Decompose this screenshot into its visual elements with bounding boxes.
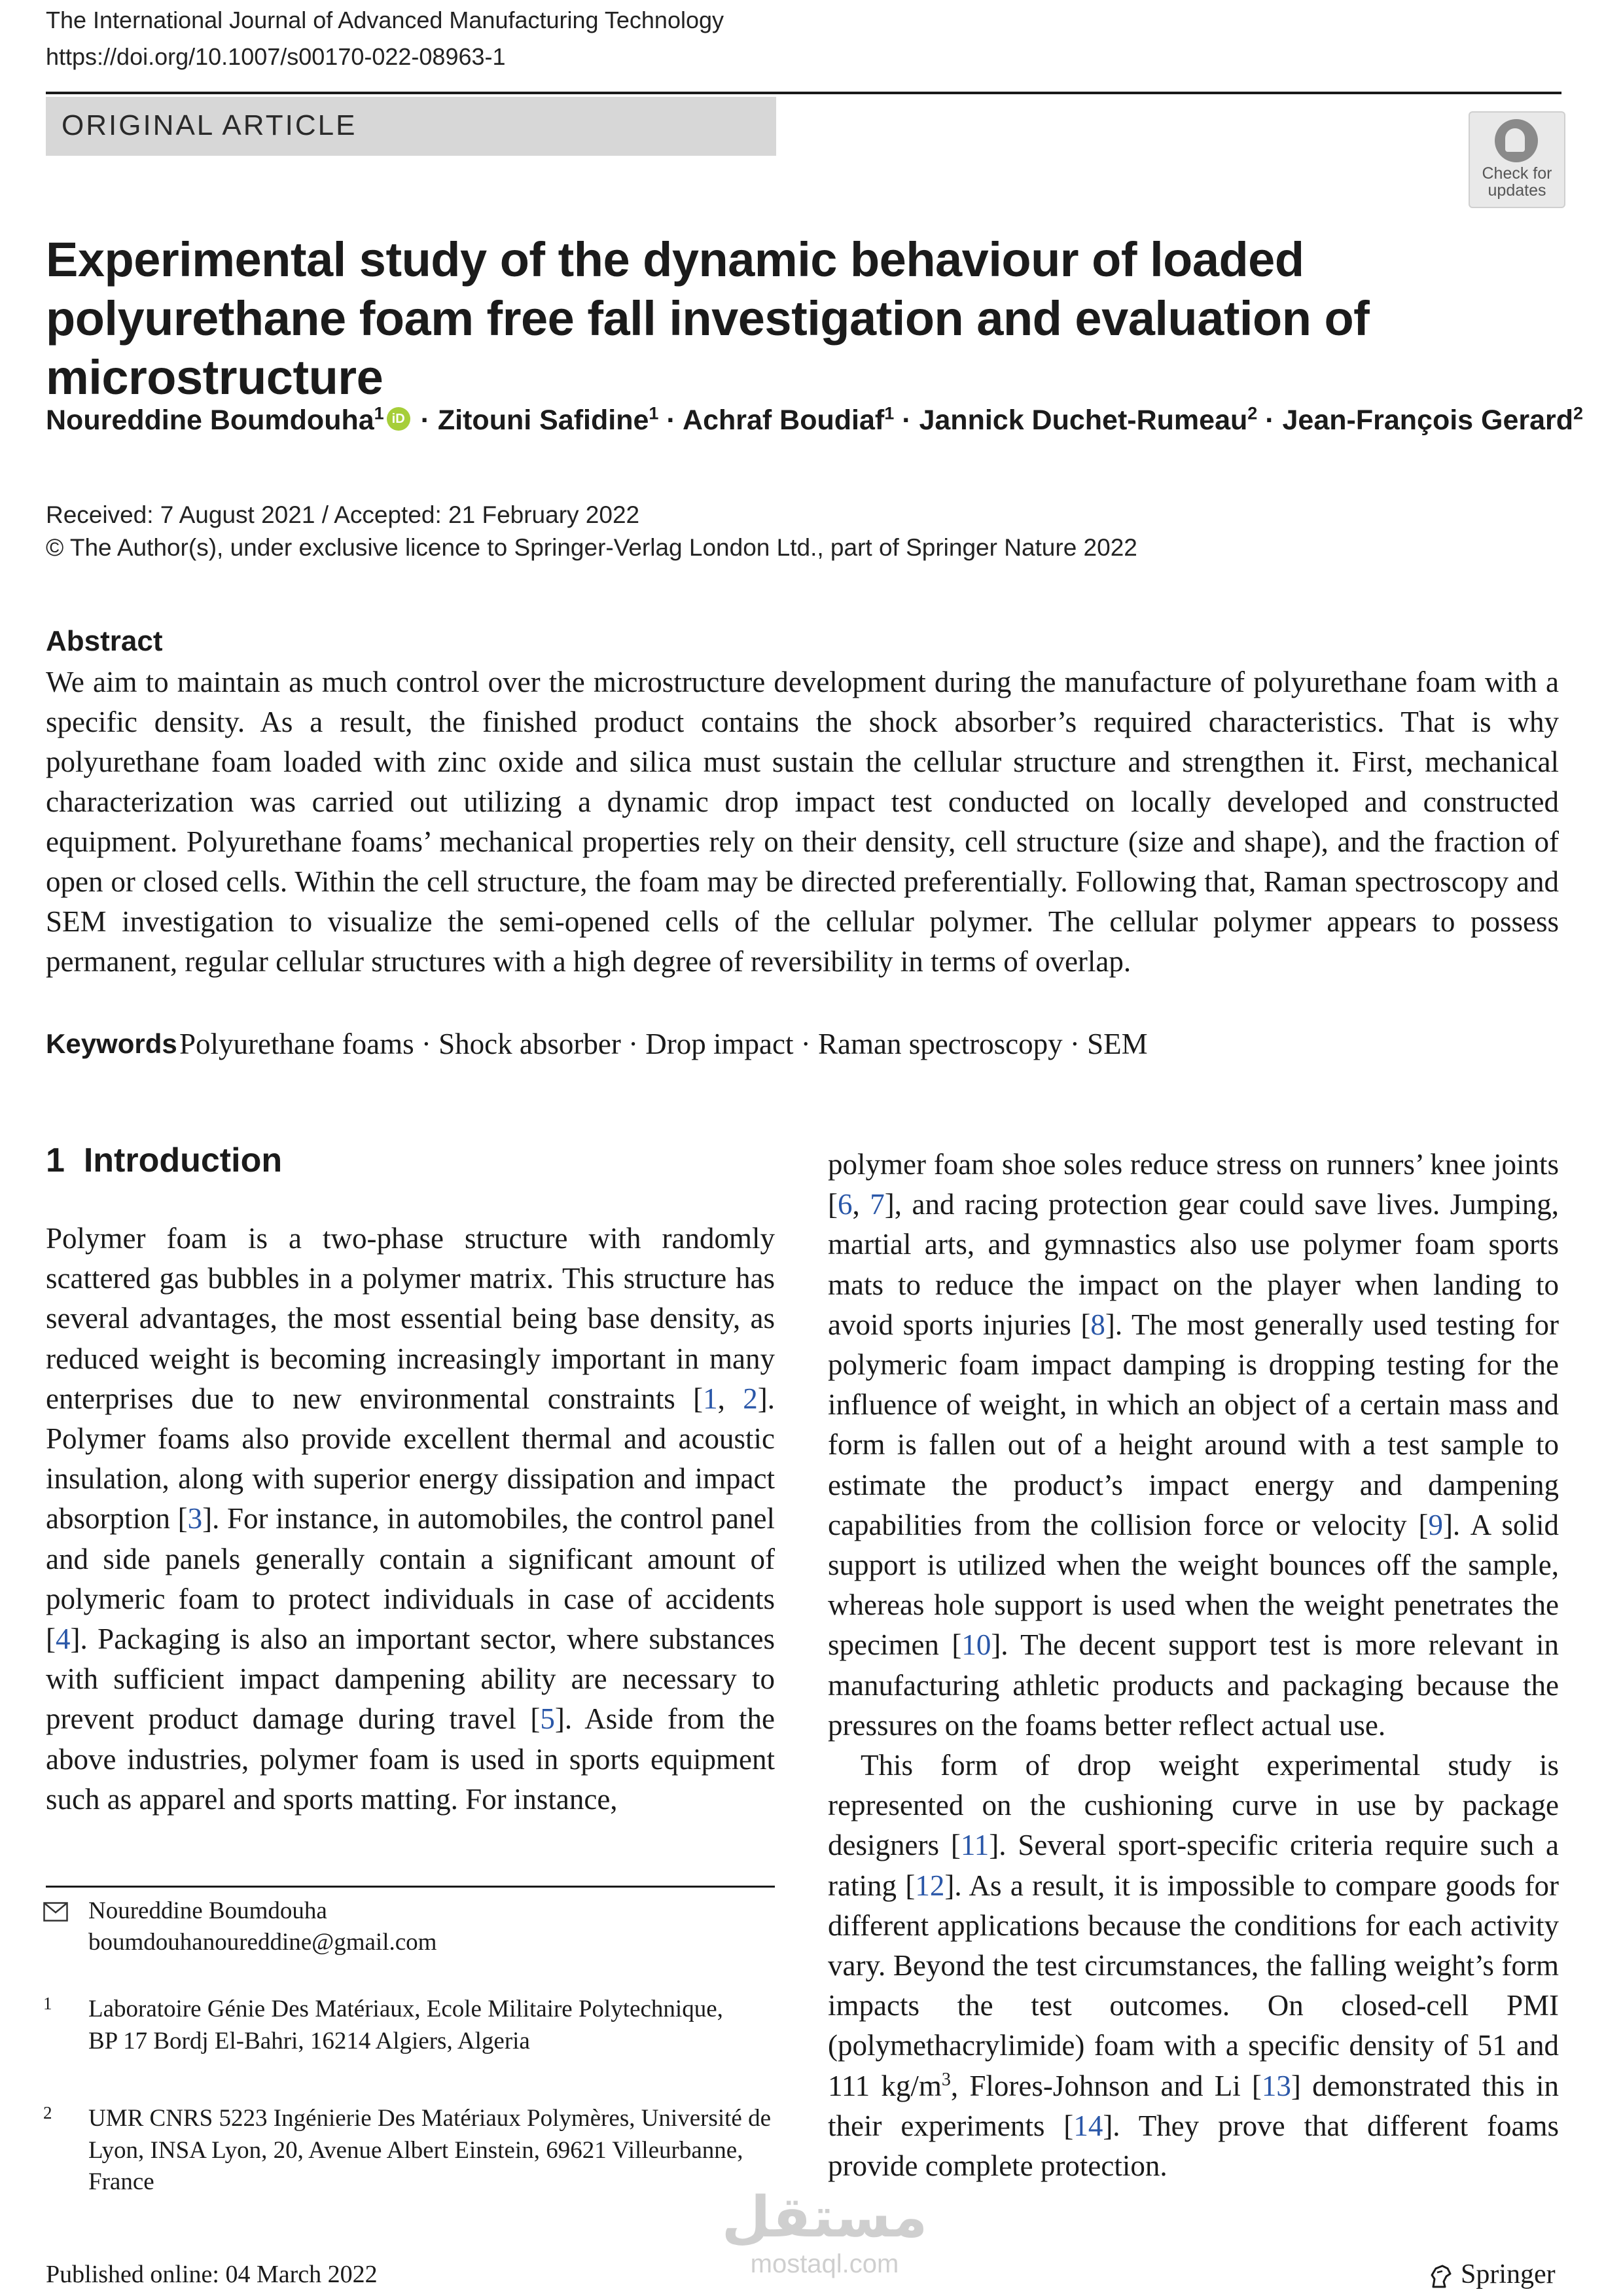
corresponding-author-name: Noureddine Boumdouha	[88, 1897, 327, 1924]
body-text: ]. The most generally used testing for polymeric foam impact damping is dropping testing for the influence of weight, in which an object of a certain mass and form is fallen out of a height around with a test sample to estimate the product’s impact energy and dampening capabilities from the collision force or velocity [	[828, 1308, 1560, 1541]
body-text: This form of drop weight experimental study is represented on the cushioning curve in use by package designers [	[828, 1749, 1559, 1862]
body-text: polymer foam shoe soles reduce stress on runners’ knee joints [	[828, 1148, 1559, 1221]
envelope-icon	[43, 1902, 68, 1922]
author-name[interactable]: Jannick Duchet-Rumeau	[919, 404, 1248, 436]
section-title: Introduction	[83, 1141, 283, 1179]
author-separator: ·	[412, 404, 438, 436]
citation-link[interactable]: 11	[960, 1829, 990, 1862]
citation-link[interactable]: 8	[1090, 1308, 1105, 1341]
citation-link[interactable]: 10	[961, 1628, 991, 1662]
footnote-rule	[46, 1886, 775, 1888]
corresponding-author-email[interactable]: boumdouhanoureddine@gmail.com	[88, 1929, 437, 1956]
header-rule	[46, 92, 1561, 94]
received-accepted-dates: Received: 7 August 2021 / Accepted: 21 February 2022	[46, 501, 640, 528]
body-text: ] demonstrated this in their experiments [	[828, 2069, 1559, 2142]
abstract-text: We aim to maintain as much control over the microstructure development during the manufacture of polyurethane foam with a specific density. As a result, the finished product contains the shock absorber’s required characteristics. That is why polyurethane foam loaded with zinc oxide and silica must sustain the cellular structure and strengthen it. First, mechanical characterization was carried out utilizing a dynamic drop impact test conducted on locally developed and constructed equipment. Polyurethane foams’ mechanical properties rely on their density, cell structure (size and shape), and the fraction of open or closed cells. Within the cell structure, the foam may be directed preferentially. Following that, Raman spectroscopy and SEM investigation to visualize the semi-opened cells of the cellular polymer. The cellular polymer appears to possess permanent, regular cellular structures with a high degree of reversibility in terms of overlap.	[46, 666, 1559, 978]
citation-link[interactable]: 13	[1261, 2069, 1291, 2102]
author-name[interactable]: Jean-François Gerard	[1282, 404, 1574, 436]
journal-name: The International Journal of Advanced Manufacturing Technology	[46, 7, 724, 33]
watermark	[720, 2186, 929, 2279]
check-updates-text: Check for updates	[1482, 164, 1552, 200]
keywords-list: Polyurethane foams · Shock absorber · Drop impact · Raman spectroscopy · SEM	[179, 1028, 1148, 1060]
publisher-logo	[1428, 2257, 1556, 2291]
body-text: ]. Aside from the above industries, polymer foam is used in sports equipment such as apparel and sports matting. For instance,	[46, 1702, 775, 1816]
affiliation-marker: 1	[374, 403, 384, 423]
affiliation-marker: 2	[1247, 403, 1258, 423]
left-column-text	[46, 1219, 775, 1820]
body-text: ,	[717, 1382, 743, 1415]
watermark-latin: mostaql.com	[750, 2250, 899, 2278]
affiliation-number: 2	[43, 2103, 52, 2123]
author-name[interactable]: Zitouni Safidine	[437, 404, 649, 436]
body-text: ]. They prove that different foams provide complete protection.	[828, 2109, 1560, 2183]
citation-link[interactable]: 5	[540, 1702, 555, 1736]
affiliation-marker: 1	[649, 403, 659, 423]
check-for-updates-badge[interactable]	[1469, 111, 1565, 208]
body-text: Polymer foam is a two-phase structure with randomly scattered gas bubbles in a polymer matrix. This structure has several advantages, the most essential being base density, as reduced weight is becoming increasingly important in many enterprises due to new environmental constraints	[46, 1222, 775, 1415]
published-online-date: Published online: 04 March 2022	[46, 2261, 378, 2288]
citation-link[interactable]: 3	[187, 1502, 203, 1535]
superscript: 3	[941, 2069, 951, 2090]
intro-paragraph-2	[828, 1746, 1559, 2186]
abstract-heading: Abstract	[46, 625, 163, 657]
body-text: ]. Packaging is also an important sector, where substances with sufficient impact dampening ability are necessary to prevent product damage during travel [	[46, 1623, 775, 1736]
citation-link[interactable]: 1	[703, 1382, 718, 1415]
body-text: , Flores-Johnson and Li [	[950, 2069, 1262, 2102]
body-text: ]. As a result, it is impossible to compare goods for different applications because the conditions for each activity vary. Beyond the test circumstances, the falling weight’s form impacts the test outcomes. On closed-cell PMI (polymethacrylimide) foam with a specific density of 51 and 111 kg/m	[828, 1869, 1559, 2102]
author-name[interactable]: Achraf Boudiaf	[683, 404, 885, 436]
citation-link[interactable]: 4	[56, 1623, 71, 1656]
body-text: ]. For instance, in automobiles, the control panel and side panels generally contain a significant amount of polymeric foam to protect individuals in case of accidents [	[46, 1502, 775, 1656]
publisher-name: Springer	[1461, 2259, 1556, 2289]
keywords-label: Keywords	[46, 1028, 177, 1059]
body-text: [	[693, 1382, 704, 1415]
springer-horse-icon	[1428, 2263, 1454, 2289]
section-heading	[46, 1139, 282, 1182]
check-updates-icon	[1495, 119, 1538, 162]
citation-link[interactable]: 12	[915, 1869, 945, 1902]
citation-link[interactable]: 14	[1073, 2109, 1103, 2142]
affiliation-number: 1	[43, 1994, 52, 2013]
intro-paragraph-1-cont	[828, 1145, 1559, 1746]
author-name[interactable]: Noureddine Boumdouha	[46, 404, 374, 436]
affiliation-marker: 1	[884, 403, 895, 423]
body-text: ]. The decent support test is more relevant in manufacturing athletic products and packaging because the pressures on the foams better reflect actual use.	[828, 1628, 1560, 1742]
article-type-label: ORIGINAL ARTICLE	[62, 109, 357, 141]
citation-link[interactable]: 7	[870, 1188, 885, 1221]
watermark-arabic: مستقل	[721, 2186, 928, 2249]
affiliation-2: UMR CNRS 5223 Ingénierie Des Matériaux Polymères, Université de Lyon, INSA Lyon, 20, Avenue Albert Einstein, 69621 Villeurbanne, France	[88, 2105, 772, 2195]
affiliation-marker: 2	[1573, 403, 1584, 423]
intro-paragraph-1	[46, 1219, 775, 1820]
copyright-notice: © The Author(s), under exclusive licence to Springer-Verlag London Ltd., part of Springer Nature 2022	[46, 534, 1137, 561]
affiliation-1: Laboratoire Génie Des Matériaux, Ecole Militaire Polytechnique, BP 17 Bordj El-Bahri, 16214 Algiers, Algeria	[88, 1996, 723, 2054]
orcid-icon[interactable]: iD	[387, 407, 410, 431]
author-separator: ·	[1257, 404, 1283, 436]
author-separator: ·	[894, 404, 919, 436]
citation-link[interactable]: 6	[838, 1188, 853, 1221]
section-number: 1	[46, 1141, 65, 1179]
body-text: ]. A solid support is utilized when the weight bounces off the sample, whereas hole support is used when the weight penetrates the specimen [	[828, 1508, 1559, 1662]
body-text: ]. Polymer foams also provide excellent thermal and acoustic insulation, along with superior energy dissipation and impact absorption [	[46, 1382, 776, 1535]
right-column-text	[828, 1145, 1559, 2186]
author-list	[46, 402, 1584, 439]
author-separator: ·	[658, 404, 683, 436]
paper-title: Experimental study of the dynamic behaviour of loaded polyurethane foam free fall investigation and evaluation of microstructure	[46, 232, 1370, 404]
body-text: ], and racing protection gear could save lives. Jumping, martial arts, and gymnastics also use polymer foam sports mats to reduce the impact on the player when landing to avoid sports injuries [	[828, 1188, 1559, 1341]
citation-link[interactable]: 9	[1428, 1508, 1443, 1541]
citation-link[interactable]: 2	[743, 1382, 758, 1415]
body-text: ]. Several sport-specific criteria require such a rating [	[828, 1829, 1559, 1902]
body-text: ,	[852, 1188, 870, 1221]
doi-link[interactable]: https://doi.org/10.1007/s00170-022-08963-1	[46, 43, 506, 70]
